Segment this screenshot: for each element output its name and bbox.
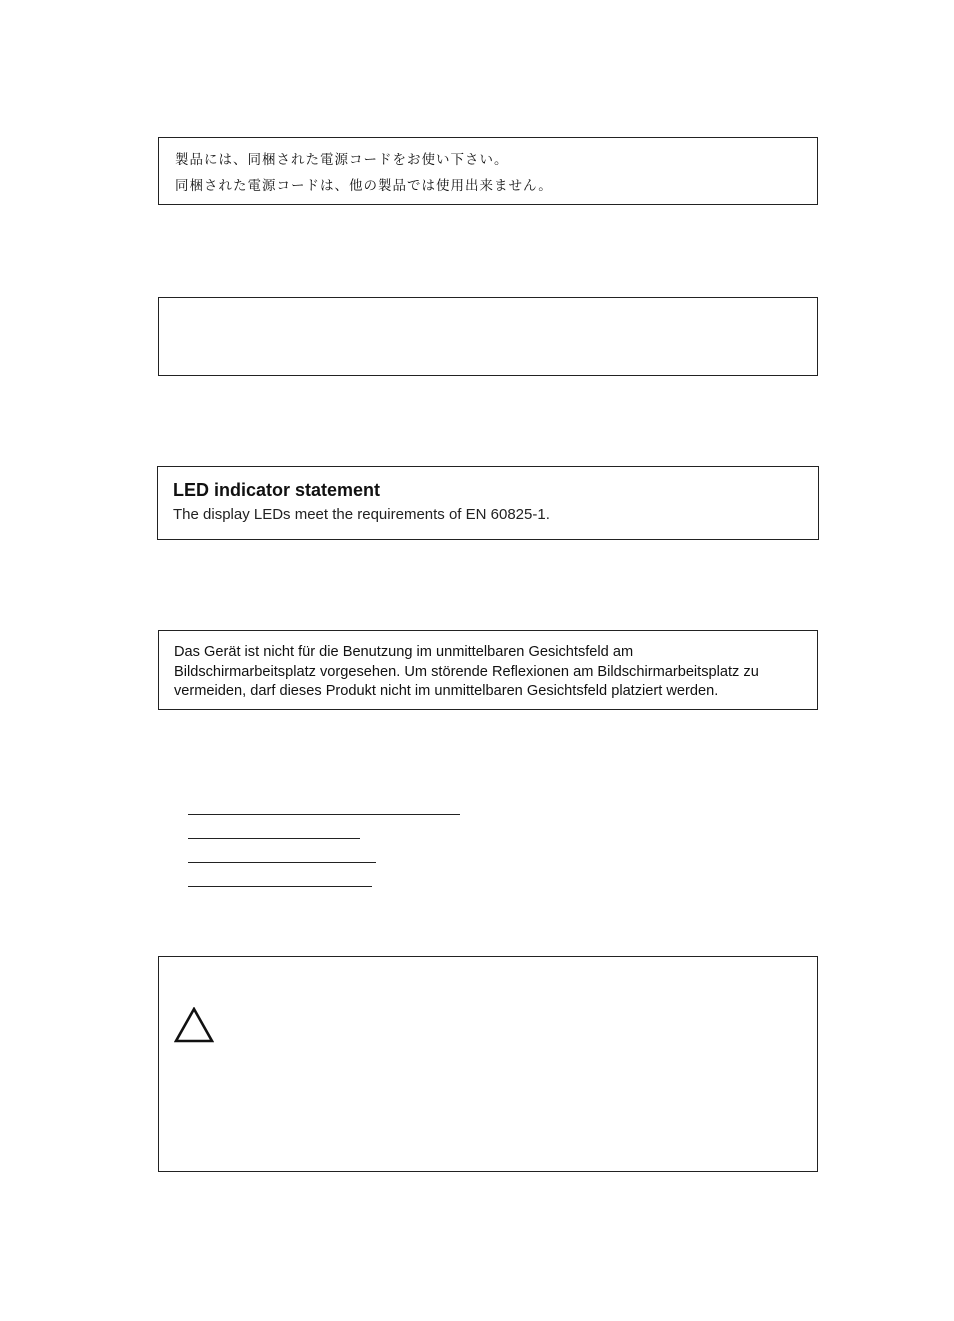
german-notice-line-1: Das Gerät ist nicht für die Benutzung im unmittelbaren Gesichtsfeld am xyxy=(174,644,634,660)
german-notice-line-3: vermeiden, darf dieses Produkt nicht im unmittelbaren Gesichtsfeld platziert werden. xyxy=(174,683,719,700)
japanese-notice-line-2: 同梱された電源コードは、他の製品では使用出来ません。 xyxy=(175,178,553,194)
blank-line-4 xyxy=(188,886,372,887)
empty-notice-box xyxy=(158,297,818,376)
blank-line-3 xyxy=(188,862,376,863)
warning-triangle-icon xyxy=(174,1007,214,1043)
led-statement-title: LED indicator statement xyxy=(173,480,381,500)
german-workplace-notice xyxy=(158,630,818,710)
led-statement-text: The display LEDs meet the requirements of EN 60825-1. xyxy=(173,506,550,523)
japanese-notice-line-1: 製品には、同梱された電源コードをお使い下さい。 xyxy=(175,152,509,168)
japanese-power-cord-notice xyxy=(158,137,818,205)
blank-line-1 xyxy=(188,814,460,815)
blank-line-2 xyxy=(188,838,360,839)
warning-box xyxy=(158,956,818,1172)
led-indicator-statement-box xyxy=(157,466,819,540)
german-notice-line-2: Bildschirmarbeitsplatz vorgesehen. Um störende Reflexionen am Bildschirmarbeitsplatz zu xyxy=(174,663,759,680)
